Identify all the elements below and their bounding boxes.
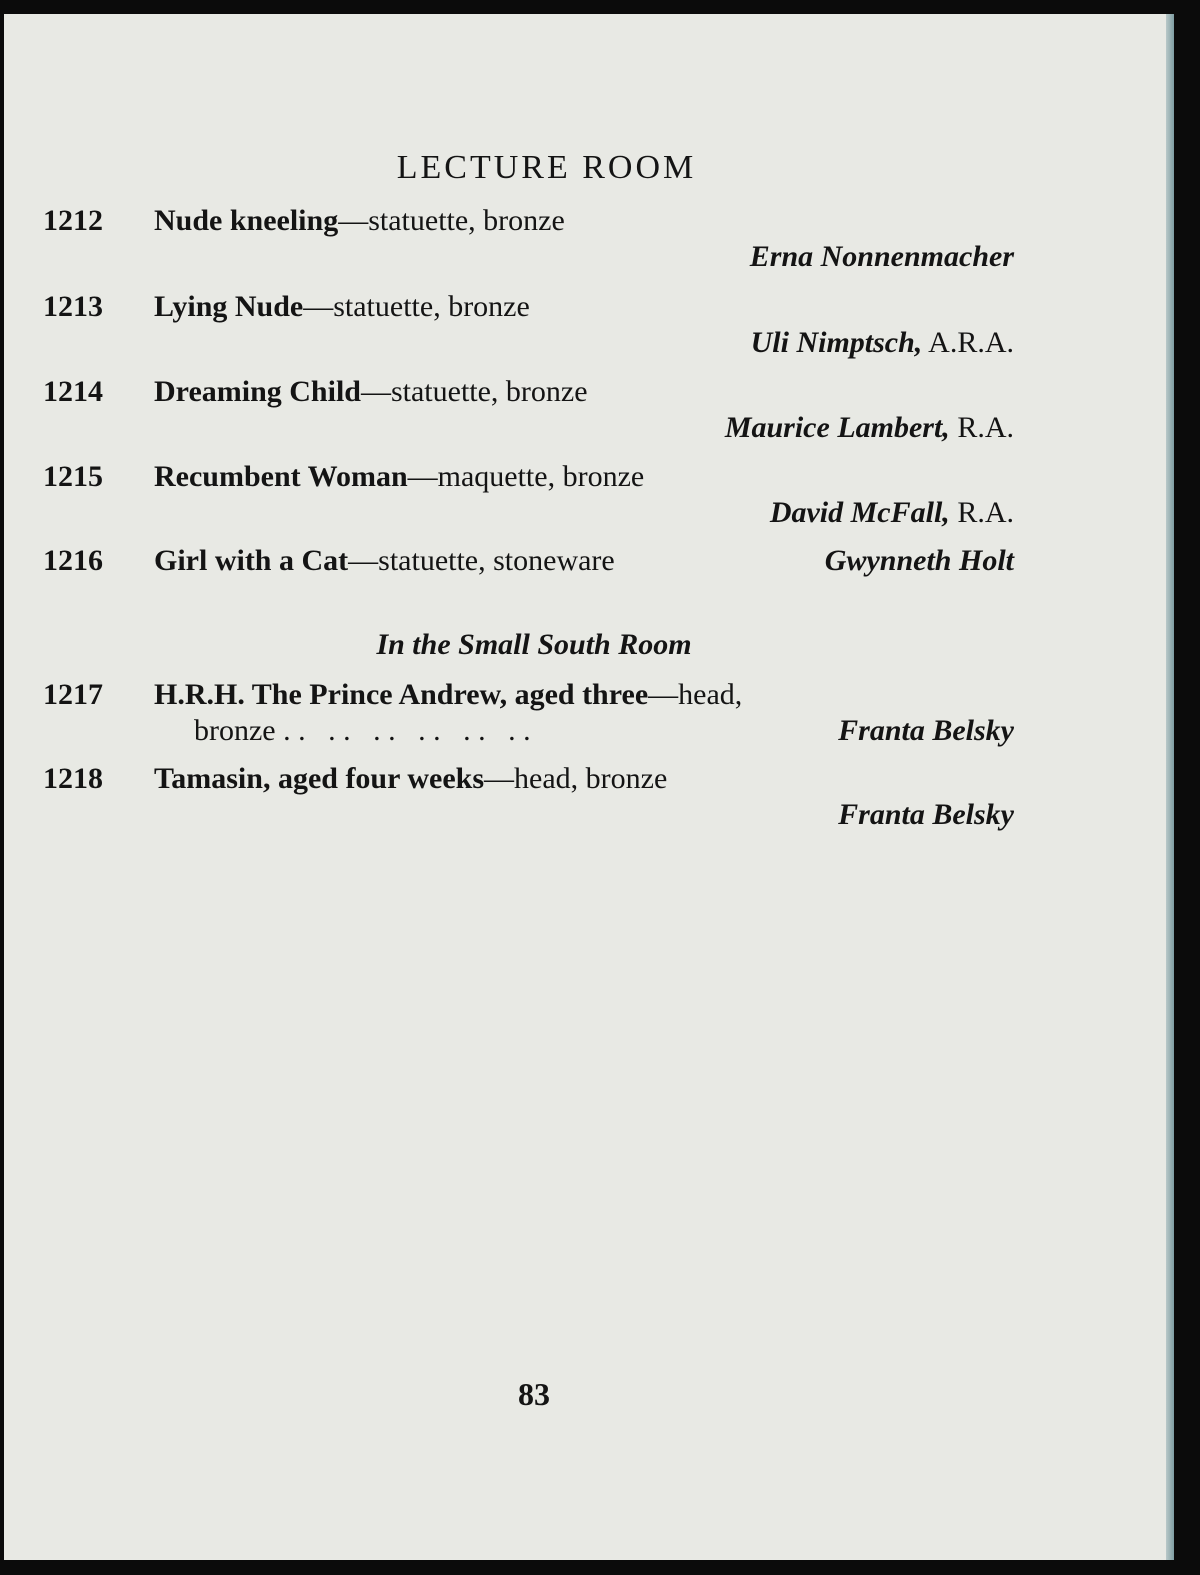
catalogue-page <box>4 14 1174 1560</box>
artist-name: Franta Belsky <box>838 798 1014 831</box>
artist-credit <box>750 240 1014 274</box>
artist-credit <box>725 411 1014 445</box>
catalogue-number: 1213 <box>43 290 103 323</box>
catalogue-number: 1214 <box>43 375 103 408</box>
work-medium: —head, <box>648 678 743 711</box>
page-edge <box>1166 14 1174 1560</box>
work-medium: —statuette, stoneware <box>348 544 615 577</box>
page-title: LECTURE ROOM <box>396 148 697 186</box>
artist-qualification: R.A. <box>949 411 1014 444</box>
work-medium: —statuette, bronze <box>338 204 565 237</box>
artist-credit <box>751 326 1014 360</box>
work-description <box>154 460 644 494</box>
artist-name: Gwynneth Holt <box>824 544 1014 577</box>
artist-credit <box>838 798 1014 832</box>
catalogue-number: 1217 <box>43 678 103 711</box>
work-medium: —statuette, bronze <box>303 290 530 323</box>
work-medium: —statuette, bronze <box>360 375 588 408</box>
catalogue-number: 1215 <box>43 460 103 493</box>
artist-name: Erna Nonnenmacher <box>749 240 1014 273</box>
artist-qualification: R.A. <box>949 496 1014 529</box>
work-description <box>154 204 565 238</box>
artist-credit <box>825 544 1014 578</box>
page-number: 83 <box>518 1376 550 1412</box>
work-description <box>154 375 588 409</box>
work-description <box>154 762 667 796</box>
artist-name: Franta Belsky <box>838 714 1014 747</box>
artist-name: Uli Nimptsch, <box>750 326 923 359</box>
artist-qualification: A.R.A. <box>922 326 1014 359</box>
work-title: Dreaming Child <box>154 375 361 408</box>
work-continuation: bronze . . . . . . . . . . . . <box>194 714 531 747</box>
work-description <box>154 290 530 324</box>
artist-name: David McFall, <box>769 496 950 529</box>
section-heading: In the Small South Room <box>376 628 692 661</box>
work-title: Girl with a Cat <box>154 544 349 577</box>
work-title: Lying Nude <box>154 290 304 323</box>
work-description <box>154 678 742 712</box>
catalogue-number: 1216 <box>43 544 103 577</box>
artist-credit <box>770 496 1014 530</box>
work-title: H.R.H. The Prince Andrew, aged three <box>154 678 649 711</box>
work-title: Tamasin, aged four weeks <box>154 762 485 795</box>
work-description <box>154 544 615 578</box>
work-title: Recumbent Woman <box>154 460 408 493</box>
catalogue-number: 1212 <box>43 204 103 237</box>
work-medium: —head, bronze <box>484 762 668 795</box>
work-title: Nude kneeling <box>154 204 339 237</box>
artist-name: Maurice Lambert, <box>724 411 950 444</box>
artist-credit <box>838 714 1014 748</box>
work-medium: —maquette, bronze <box>407 460 645 493</box>
catalogue-number: 1218 <box>43 762 103 795</box>
